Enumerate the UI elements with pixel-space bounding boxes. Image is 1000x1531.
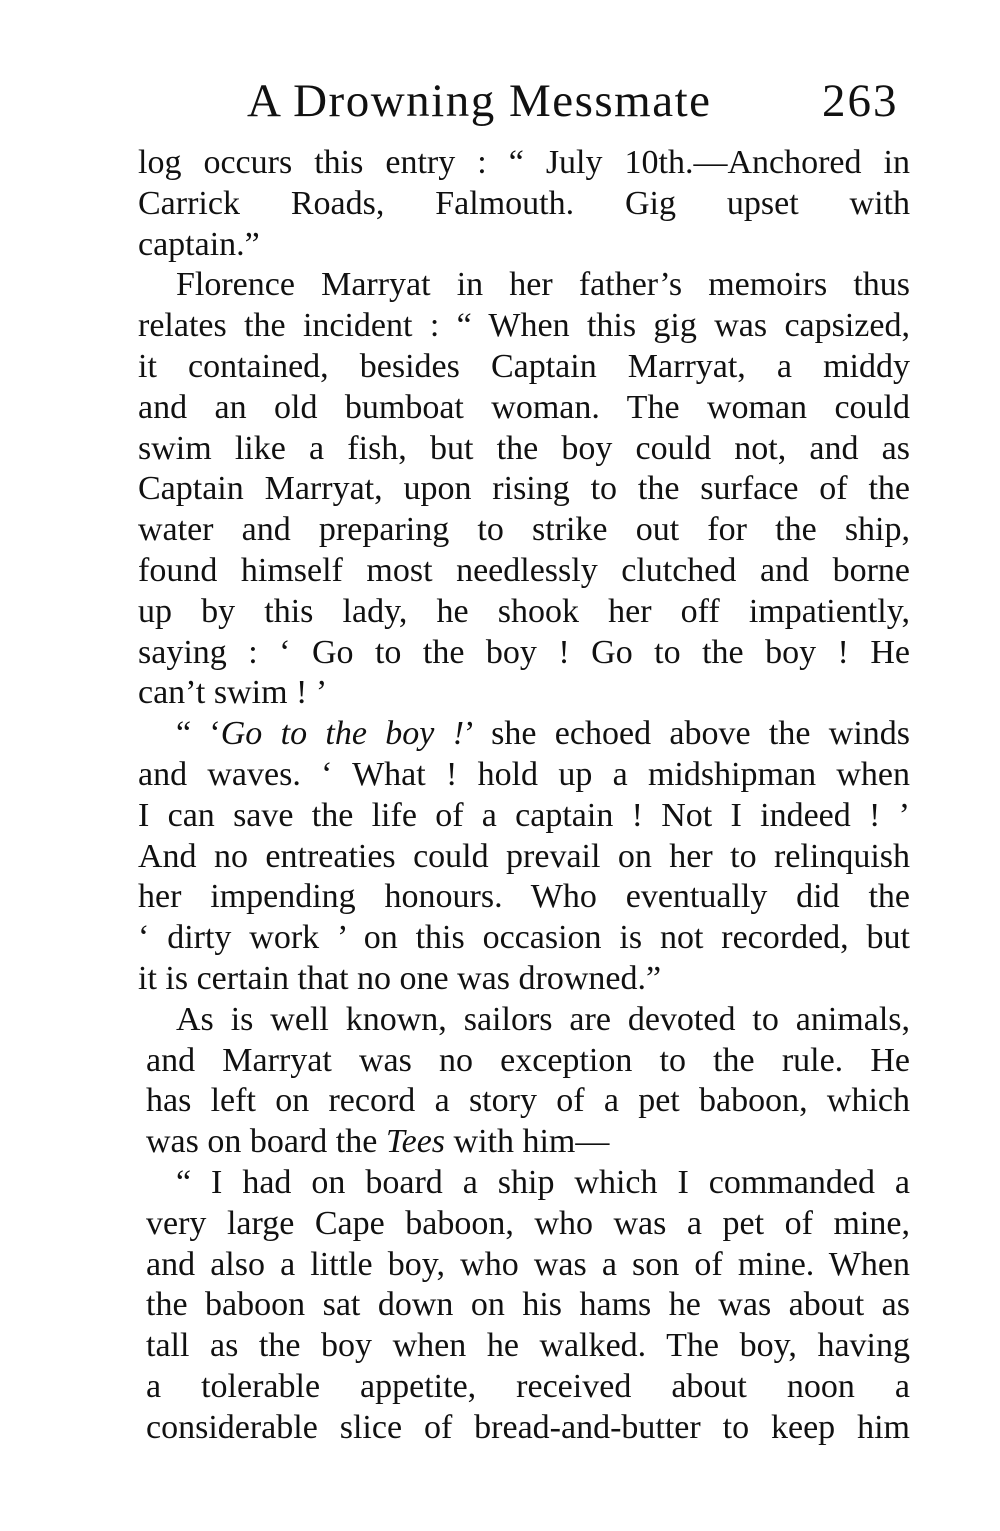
text-line: a tolerable appetite, received about noon a (146, 1367, 910, 1405)
text-line: considerable slice of bread-and-butter to keep him (146, 1408, 910, 1446)
paragraph-start-line: Florence Marryat in her father’s memoirs thus (176, 266, 910, 304)
ship-name: Tees (385, 1123, 446, 1161)
text-line: water and preparing to strike out for the ship, (138, 511, 910, 549)
text-line: captain.” (138, 225, 260, 263)
text-line: and also a little boy, who was a son of mine. When (146, 1245, 910, 1283)
text-line: very large Cape baboon, who was a pet of mine, (146, 1204, 910, 1242)
quote-rest: ’ she echoed above the winds (464, 715, 910, 753)
text-line: swim like a fish, but the boy could not, and as (138, 429, 910, 467)
chapter-title: A Drowning Messmate (247, 75, 712, 127)
text-line (138, 1122, 910, 1163)
paragraph-start-line: “ I had on board a ship which I commanded a (176, 1163, 910, 1201)
text-line: And no entreaties could prevail on her to relinquish (138, 837, 910, 875)
text-line: I can save the life of a captain ! Not I indeed ! ’ (138, 796, 910, 834)
page-number: 263 (822, 75, 899, 127)
text-line: log occurs this entry : “ July 10th.—Anchored in (138, 144, 910, 181)
text-line: and Marryat was no exception to the rule. He (146, 1041, 910, 1079)
text-line: Captain Marryat, upon rising to the surface of the (138, 470, 910, 508)
line-end: with him— (445, 1123, 610, 1161)
running-head (0, 66, 1000, 136)
text-line: up by this lady, he shook her off impatiently, (138, 592, 910, 630)
text-line: it contained, besides Captain Marryat, a middy (138, 347, 910, 385)
italic-quote: Go to the boy ! (220, 715, 465, 753)
body-text (138, 143, 910, 1449)
text-line: and waves. ‘ What ! hold up a midshipman when (138, 755, 910, 793)
text-line: relates the incident : “ When this gig was capsized, (138, 307, 910, 345)
text-line: the baboon sat down on his hams he was about as (146, 1286, 910, 1324)
text-line: Carrick Roads, Falmouth. Gig upset with (138, 184, 910, 222)
paragraph-start-line: As is well known, sailors are devoted to animals, (176, 1000, 910, 1038)
text-line: found himself most needlessly clutched and borne (138, 551, 910, 589)
paragraph-start-line (138, 714, 910, 755)
text-line: ‘ dirty work ’ on this occasion is not recorded, but (138, 919, 910, 957)
text-line: her impending honours. Who eventually did the (138, 878, 910, 916)
text-line: tall as the boy when he walked. The boy, having (146, 1327, 910, 1365)
text-line: and an old bumboat woman. The woman could (138, 388, 910, 426)
line-start: was on board the (146, 1123, 386, 1161)
quote-open: “ ‘ (176, 715, 221, 753)
text-line: saying : ‘ Go to the boy ! Go to the boy ! He (138, 633, 910, 671)
text-line: has left on record a story of a pet baboon, which (146, 1082, 910, 1120)
text-line: it is certain that no one was drowned.” (138, 959, 662, 997)
text-line: can’t swim ! ’ (138, 674, 328, 712)
